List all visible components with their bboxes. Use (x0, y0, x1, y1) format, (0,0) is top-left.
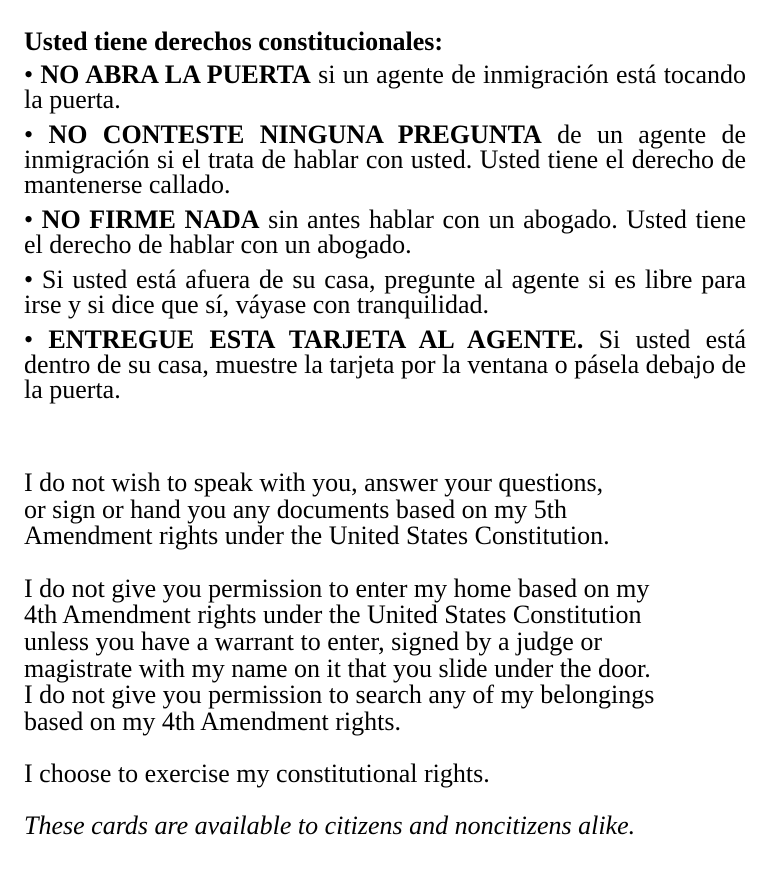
spanish-item-do-not-answer: • NO CONTESTE NINGUNA PREGUNTA de un agente de inmigración si el trata de hablar con usted. Usted tiene el derecho de mantenerse callado. (24, 120, 747, 199)
english-line: magistrate with my name on it that you slide under the door. (24, 653, 651, 683)
english-line: 4th Amendment rights under the United States Constitution (24, 600, 642, 630)
spanish-item-text: de un agente de inmigración si el trata de hablar con usted. Usted tiene el derecho de mantenerse callado. (24, 120, 747, 199)
spanish-item-text: Si usted está afuera de su casa, pregunte al agente si es libre para irse y si dice que sí, váyase con tranquilidad. (24, 265, 746, 319)
spanish-item-outside-home: • Si usted está afuera de su casa, pregunte al agente si es libre para irse y si dice que sí, váyase con tranquilidad. (24, 265, 746, 319)
spanish-item-hand-card: • ENTREGUE ESTA TARJETA AL AGENTE. Si usted está dentro de su casa, muestre la tarjeta por la ventana o pásela debajo de la puerta. (24, 325, 747, 404)
spanish-item-bold: NO ABRA LA PUERTA (40, 60, 311, 89)
spanish-item-text: Si usted está dentro de su casa, muestre la tarjeta por la ventana o pásela debajo de la puerta. (24, 325, 747, 404)
rights-card (24, 28, 746, 840)
spanish-item-text: si un agente de inmigración está tocando la puerta. (24, 60, 746, 114)
english-line: I do not wish to speak with you, answer your questions, (24, 468, 604, 497)
spanish-item-bold: NO FIRME NADA (41, 205, 260, 234)
english-paragraph-exercise-rights (24, 761, 746, 788)
english-line: or sign or hand you any documents based on my 5th (24, 494, 568, 524)
english-line: Amendment rights under the United States Constitution. (24, 521, 610, 551)
spanish-item-do-not-sign: • NO FIRME NADA sin antes hablar con un abogado. Usted tiene el derecho de hablar con un abogado. (24, 205, 747, 259)
english-paragraph-5th-amendment (24, 470, 746, 550)
availability-note: These cards are available to citizens and noncitizens alike. (24, 810, 636, 840)
spanish-heading: Usted tiene derechos constitucionales: (24, 27, 444, 56)
spanish-item-bold: NO CONTESTE NINGUNA PREGUNTA (48, 120, 542, 149)
english-line: I do not give you permission to search any of my belongings (24, 680, 655, 710)
spanish-item-text: sin antes hablar con un abogado. Usted tiene el derecho de hablar con un abogado. (24, 205, 747, 259)
english-line: unless you have a warrant to enter, signed by a judge or (24, 626, 603, 656)
english-line: I do not give you permission to enter my home based on my (24, 573, 650, 603)
spanish-item-bold: ENTREGUE ESTA TARJETA AL AGENTE. (48, 325, 584, 354)
english-paragraph-4th-amendment (24, 573, 746, 736)
spanish-item-do-not-open: • NO ABRA LA PUERTA si un agente de inmigración está tocando la puerta. (24, 60, 746, 114)
english-line: I choose to exercise my constitutional rights. (24, 759, 490, 789)
english-line: based on my 4th Amendment rights. (24, 706, 401, 736)
